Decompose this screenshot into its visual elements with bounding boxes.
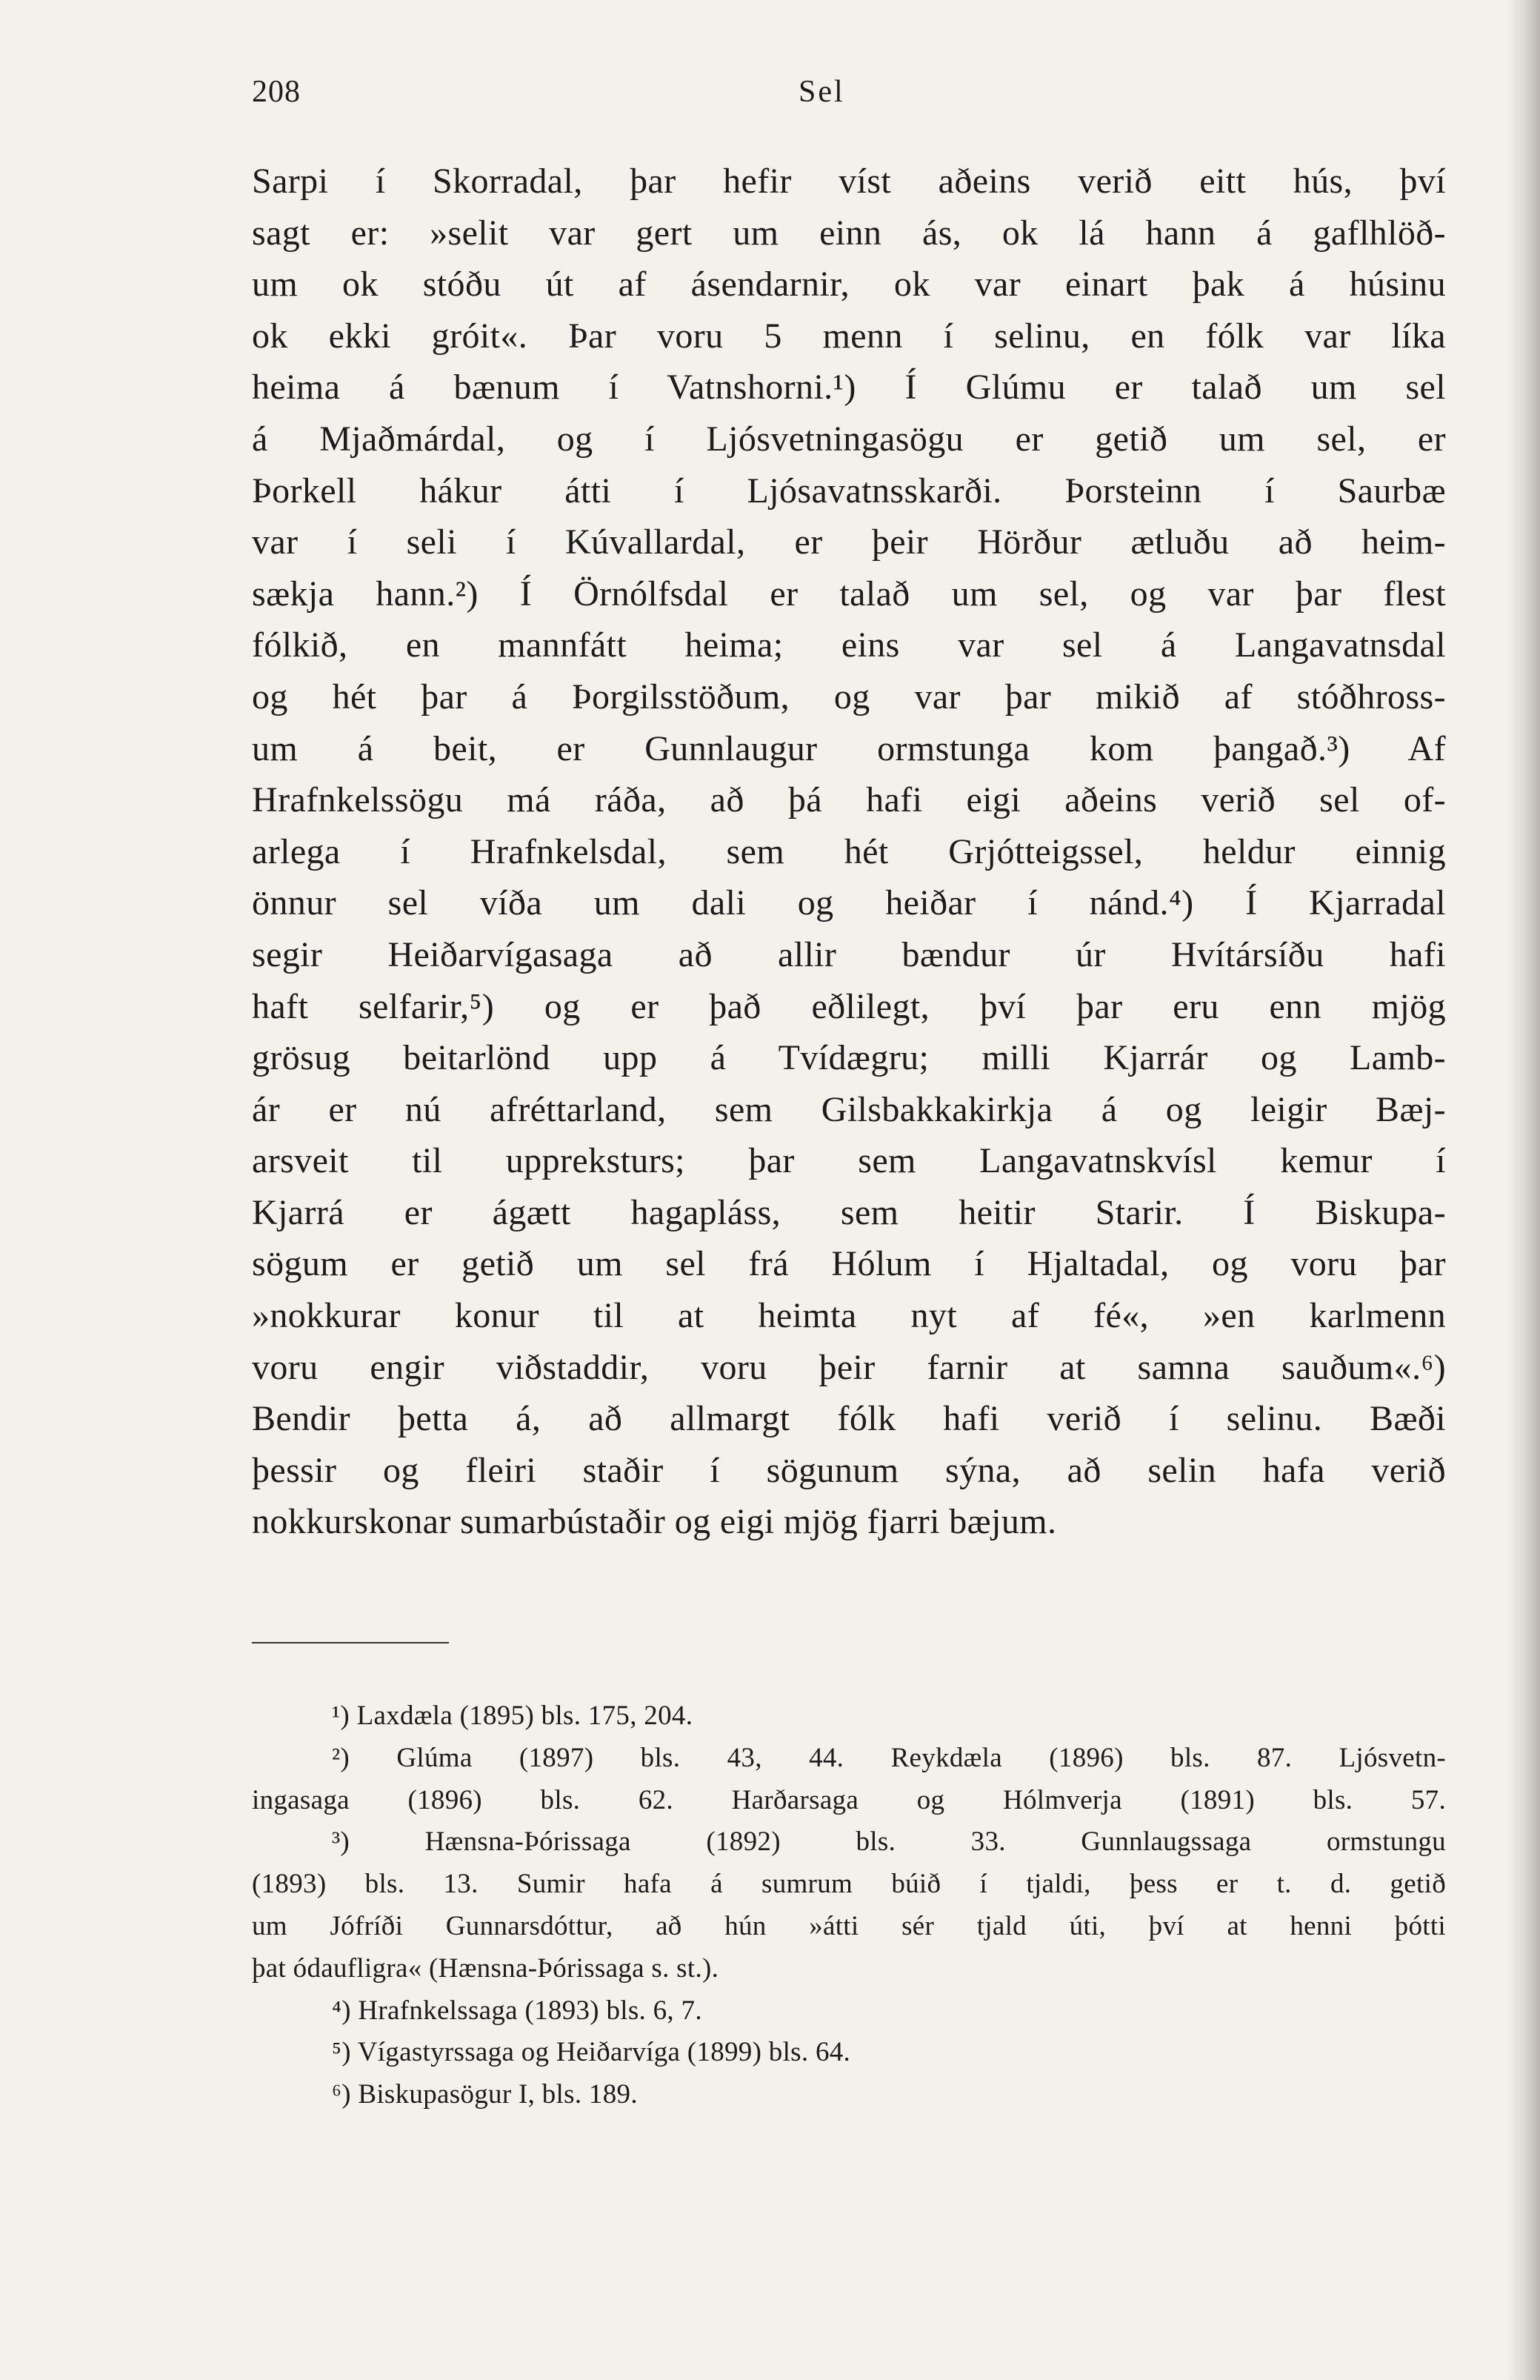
body-line: sækja hann.²) Í Örnólfsdal er talað um sel, og var þar flest (252, 574, 1446, 614)
body-line: Bendir þetta á, að allmargt fólk hafi verið í selinu. Bæði (252, 1399, 1446, 1439)
body-line: »nokkurar konur til at heimta nyt af fé«, »en karlmenn (252, 1296, 1446, 1336)
footnote-line: ingasaga (1896) bls. 62. Harðarsaga og Hólmverja (1891) bls. 57. (252, 1784, 1446, 1815)
footnote-line: ³) Hænsna-Þórissaga (1892) bls. 33. Gunnlaugssaga ormstungu (332, 1826, 1446, 1858)
footnotes (252, 1695, 1446, 2116)
page-header (0, 74, 1540, 126)
footnote-line: ¹) Laxdæla (1895) bls. 175, 204. (332, 1701, 693, 1731)
body-line: fólkið, en mannfátt heima; eins var sel á Langavatnsdal (252, 625, 1446, 665)
page-edge-shadow (1506, 0, 1540, 2380)
body-line: voru engir viðstaddir, voru þeir farnir at samna sauðum«.⁶) (252, 1347, 1446, 1387)
body-text (252, 156, 1446, 1548)
footnote-line: ⁴) Hrafnkelssaga (1893) bls. 6, 7. (332, 1995, 702, 2026)
body-line: nokkurskonar sumarbústaðir og eigi mjög fjarri bæjum. (252, 1502, 1057, 1542)
body-line: var í seli í Kúvallardal, er þeir Hörður ætluðu að heim- (252, 522, 1446, 562)
body-line: heima á bænum í Vatnshorni.¹) Í Glúmu er talað um sel (252, 368, 1446, 408)
footnote-line: þat ódaufligra« (Hænsna-Þórissaga s. st.). (252, 1952, 719, 1984)
body-line: Kjarrá er ágætt hagapláss, sem heitir Starir. Í Biskupa- (252, 1192, 1446, 1232)
body-line: og hét þar á Þorgilsstöðum, og var þar mikið af stóðhross- (252, 677, 1446, 717)
body-line: Þorkell hákur átti í Ljósavatnsskarði. Þorsteinn í Saurbæ (252, 471, 1446, 511)
footnote-separator (252, 1642, 449, 1643)
body-line: haft selfarir,⁵) og er það eðlilegt, því þar eru enn mjög (252, 986, 1446, 1026)
footnote-line: ⁵) Vígastyrssaga og Heiðarvíga (1899) bls. 64. (332, 2037, 851, 2068)
body-line: um á beit, er Gunnlaugur ormstunga kom þangað.³) Af (252, 728, 1446, 768)
body-line: Sarpi í Skorradal, þar hefir víst aðeins verið eitt hús, því (252, 162, 1446, 201)
body-line: önnur sel víða um dali og heiðar í nánd.⁴) Í Kjarradal (252, 883, 1446, 923)
body-line: sagt er: »selit var gert um einn ás, ok lá hann á gaflhlöð- (252, 213, 1446, 253)
body-line: á Mjaðmárdal, og í Ljósvetningasögu er getið um sel, er (252, 419, 1446, 459)
body-line: ár er nú afréttarland, sem Gilsbakkakirkja á og leigir Bæj- (252, 1089, 1446, 1129)
body-line: Hrafnkelssögu má ráða, að þá hafi eigi aðeins verið sel of- (252, 780, 1446, 820)
body-line: þessir og fleiri staðir í sögunum sýna, að selin hafa verið (252, 1450, 1446, 1490)
body-line: grösug beitarlönd upp á Tvídægru; milli Kjarrár og Lamb- (252, 1038, 1446, 1078)
footnote-line: ⁶) Biskupasögur I, bls. 189. (332, 2079, 638, 2110)
body-line: ok ekki gróit«. Þar voru 5 menn í selinu, en fólk var líka (252, 316, 1446, 356)
body-line: sögum er getið um sel frá Hólum í Hjaltadal, og voru þar (252, 1244, 1446, 1284)
footnote-line: ²) Glúma (1897) bls. 43, 44. Reykdæla (1896) bls. 87. Ljósvetn- (332, 1742, 1446, 1773)
footnote-line: um Jófríði Gunnarsdóttur, að hún »átti sér tjald úti, því at henni þótti (252, 1910, 1446, 1941)
body-line: segir Heiðarvígasaga að allir bændur úr Hvítársíðu hafi (252, 934, 1446, 974)
body-line: um ok stóðu út af ásendarnir, ok var einart þak á húsinu (252, 265, 1446, 305)
body-line: arlega í Hrafnkelsdal, sem hét Grjótteigssel, heldur einnig (252, 831, 1446, 871)
page-number: 208 (252, 75, 301, 109)
footnote-line: (1893) bls. 13. Sumir hafa á sumrum búið í tjaldi, þess er t. d. getið (252, 1869, 1446, 1900)
running-head: Sel (799, 75, 845, 109)
body-line: arsveit til uppreksturs; þar sem Langavatnskvísl kemur í (252, 1141, 1446, 1181)
